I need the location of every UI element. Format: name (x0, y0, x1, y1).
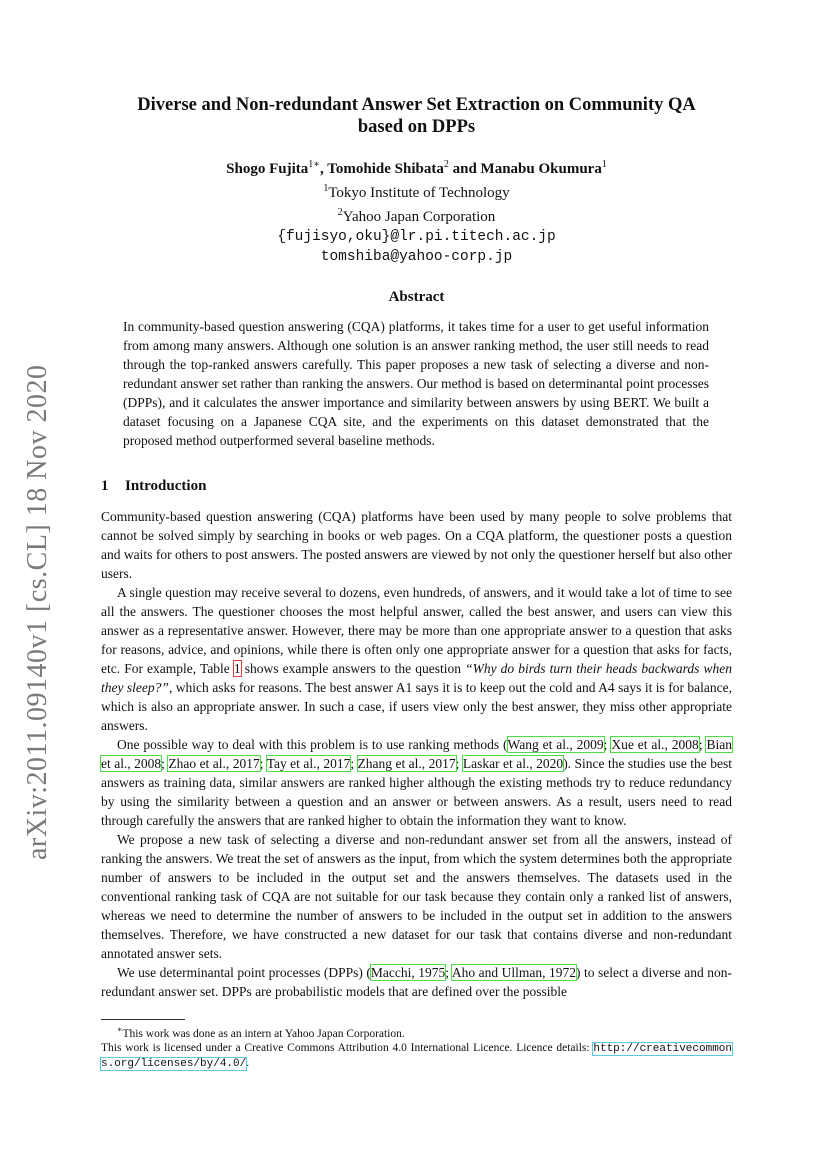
author-name: Shogo Fujita (226, 161, 309, 177)
example-question: “Why do birds turn their heads backwards when they sleep?” (101, 661, 732, 695)
title-line-1: Diverse and Non-redundant Answer Set Extraction on Community QA (137, 95, 696, 115)
citation-link[interactable]: Macchi, 1975 (370, 965, 446, 980)
author-list (100, 155, 733, 179)
paragraph (101, 963, 732, 1001)
paper-title (100, 94, 733, 138)
affiliation-name: Yahoo Japan Corporation (342, 209, 496, 225)
citation-link[interactable]: Zhao et al., 2017 (168, 756, 260, 771)
footnote-mark: ∗ (117, 1025, 123, 1034)
footnote-rule (101, 1019, 185, 1020)
author-name: Tomohide Shibata (327, 161, 444, 177)
paragraph (101, 583, 732, 735)
author-name: Manabu Okumura (480, 161, 602, 177)
section-heading (101, 478, 206, 495)
citation-link[interactable]: Laskar et al., 2020 (462, 756, 564, 771)
affiliation-mark: 1 (323, 183, 329, 194)
author-email: {fujisyo,oku}@lr.pi.titech.ac.jp (277, 229, 556, 245)
license-footnote (101, 1041, 732, 1071)
license-text-end: . (246, 1056, 250, 1069)
citation-link[interactable]: Tay et al., 2017 (266, 756, 351, 771)
section-title: Introduction (125, 478, 207, 494)
text-run: A single question may receive several to dozens, even hundreds, of answers, and it would take a lot of time to see all the answers. The questioner chooses the most helpful answer, called the best answer, and users can view this answer as a representative answer. However, there may be more than one appropriate answer to a question that asks for reasons, advice, and opinions, while there is often only one appropriate answer for a question that asks for facts, etc. For example, Table (101, 585, 732, 676)
text-run: One possible way to deal with this problem is to use ranking methods ( (117, 737, 508, 752)
paragraph: We propose a new task of selecting a diverse and non-redundant answer set from all the answers, instead of ranking the answers. We treat the set of answers as the input, from which the system determines both the appropriate number of answers to be included in the output set and the answers themselves. The datasets used in the conventional ranking task of CQA are not suitable for our task because they contain only a ranked list of answers, whereas we need to determine the number of answers to be included in the output set in addition to the answers themselves. Therefore, we have constructed a new dataset for our task that contains diverse and non-redundant annotated answer sets. (101, 832, 732, 961)
affiliation-mark: 2 (337, 207, 343, 218)
citation-link[interactable]: Wang et al., 2009 (507, 737, 604, 752)
citation-link[interactable]: Bian et al., 2008 (101, 737, 732, 771)
author-separator: , (320, 161, 328, 177)
section-number: 1 (101, 478, 109, 494)
affiliation-name: Tokyo Institute of Technology (328, 185, 510, 201)
license-text: This work is licensed under a Creative Commons Attribution 4.0 International Licence. Licence details: (101, 1041, 594, 1054)
paragraph: Community-based question answering (CQA) platforms have been used by many people to solve problems that cannot be solved simply by searching in books or web pages. On a CQA platform, the questioner posts a question and waits for others to post answers. The posted answers are viewed by not only the questioner herself but also other users. (101, 509, 732, 581)
paragraph: One possible way to deal with this problem is to use ranking methods (Wang et al., 2009; Xue et al., 2008; Bian et al., 2008; Zhao et al., 2017; Tay et al., 2017; Zhang et al., 2017; Laskar et al., 2020). Since the studies use the best answers as training data, similar answers are ranked higher although the existing methods try to reduce redundancy by using the similarity between a question and an answer or between answers. As a result, users need to read through carefully the answers that are ranked higher to obtain the information they want to know. (101, 737, 732, 828)
text-run: We use determinantal point processes (DPPs) ( (117, 965, 371, 980)
footnote (101, 1023, 732, 1041)
author-affiliation-mark: 1∗ (308, 159, 321, 170)
affiliation (100, 203, 733, 227)
text-run: ; (445, 965, 452, 980)
text-run: , which asks for reasons. The best answer A1 says it is to keep out the cold and A4 says it is for balance, which is also an appropriate answer. In such a case, if users view only the best answer, they miss other appropriate answers. (101, 680, 732, 733)
author-affiliation-mark: 2 (443, 159, 449, 170)
footnotes (101, 1023, 732, 1071)
table-reference-link[interactable]: 1 (233, 661, 241, 676)
abstract-text: In community-based question answering (CQA) platforms, it takes time for a user to get useful information from among many answers. Although one solution is an answer ranking method, the user still needs to read through the top-ranked answers carefully. This paper proposes a new task of selecting a diverse and non-redundant answer set rather than ranking the answers. Our method is based on determinantal point processes (DPPs), and it calculates the answer importance and similarity between answers by using BERT. We built a dataset focusing on a Japanese CQA site, and the experiments on this dataset demonstrated that the proposed method outperformed several baseline methods. (123, 319, 709, 448)
author-separator: and (448, 161, 481, 177)
authors-block (100, 155, 733, 267)
author-email: tomshiba@yahoo-corp.jp (320, 249, 513, 265)
text-run: ). Since the studies use the best answers as training data, similar answers are ranked higher although the existing methods try to reduce redundancy by using the similarity between a question and an answer or between answers. As a result, users need to read through carefully the answers that are ranked higher to obtain the information they want to know. (101, 756, 732, 828)
abstract-heading: Abstract (388, 289, 445, 305)
citation-link[interactable]: Xue et al., 2008 (611, 737, 699, 752)
citation-link[interactable]: Zhang et al., 2017 (357, 756, 456, 771)
title-line-2: based on DPPs (357, 117, 476, 137)
footnote-text: This work was done as an intern at Yahoo Japan Corporation. (122, 1027, 405, 1040)
body-text (101, 507, 732, 1001)
license-url-link[interactable]: http://creativecommons.org/licenses/by/4.0/ (101, 1042, 732, 1070)
arxiv-identifier: arXiv:2011.09140v1 [cs.CL] 18 Nov 2020 (22, 364, 53, 860)
text-run: ) to select a diverse and non-redundant answer set. DPPs are probabilistic models that are defined over the possible (101, 965, 732, 999)
text-run: shows example answers to the question (240, 661, 466, 676)
citation-link[interactable]: Aho and Ullman, 1972 (451, 965, 576, 980)
affiliation (100, 179, 733, 203)
author-affiliation-mark: 1 (601, 159, 607, 170)
